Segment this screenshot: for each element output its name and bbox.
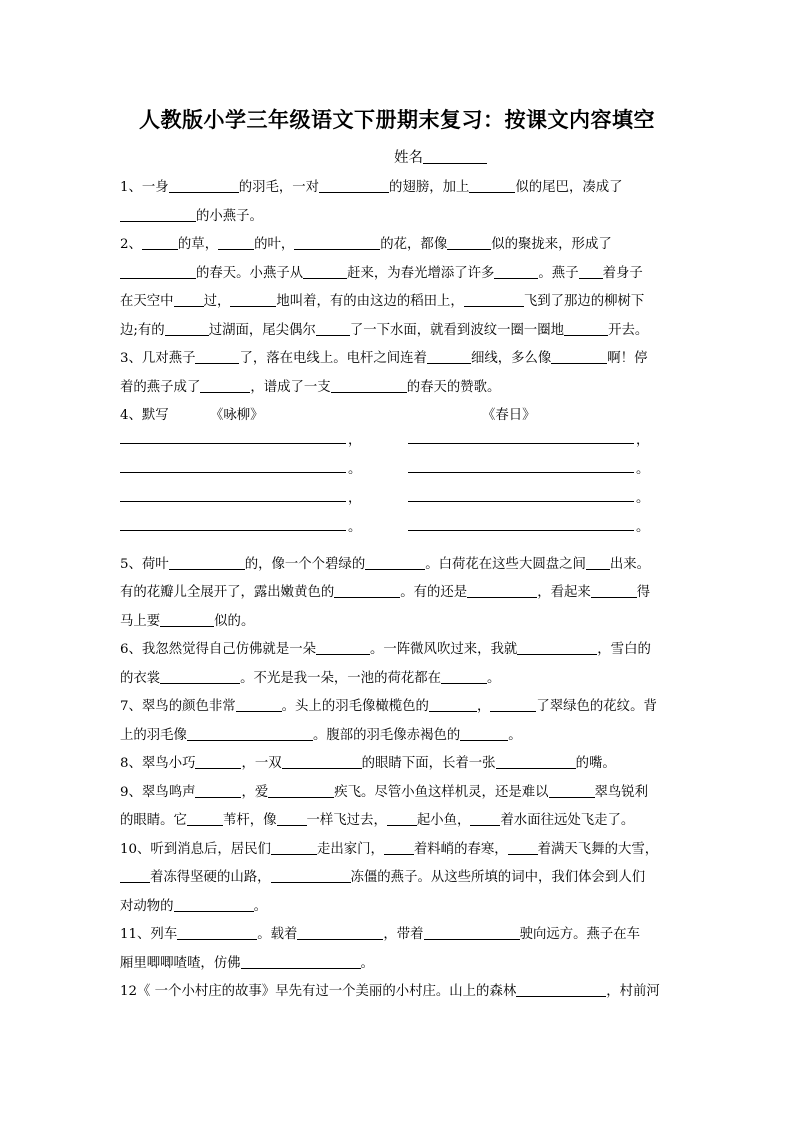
answer-blank[interactable] <box>282 753 362 769</box>
answer-blank[interactable] <box>218 234 254 250</box>
answer-blank[interactable] <box>187 725 313 741</box>
name-field <box>394 146 487 167</box>
answer-blank[interactable] <box>490 696 536 712</box>
answer-blank[interactable] <box>334 582 400 598</box>
question-list <box>120 174 680 1007</box>
question-2-line-1: 2、 的草， 的叶， 的花，都像 似的聚拢来，形成了 <box>120 231 680 260</box>
answer-blank[interactable] <box>187 810 223 826</box>
name-label: 姓名 <box>394 150 423 166</box>
answer-blank[interactable] <box>467 582 537 598</box>
answer-blank[interactable] <box>551 348 607 364</box>
answer-blank[interactable] <box>319 177 389 193</box>
answer-blank[interactable] <box>169 554 245 570</box>
answer-blank[interactable] <box>516 981 606 997</box>
answer-blank[interactable] <box>174 291 204 307</box>
answer-blank[interactable] <box>160 668 240 684</box>
question-12-line-1: 12《 一个小村庄的故事》早先有过一个美丽的小村庄。山上的森林 ，村前河 <box>120 978 680 1007</box>
answer-blank[interactable] <box>470 810 500 826</box>
answer-blank[interactable] <box>494 263 538 279</box>
answer-blank[interactable] <box>579 263 603 279</box>
answer-blank[interactable] <box>297 924 383 940</box>
poem-title-yongliu: 《咏柳》 <box>210 408 264 423</box>
question-10-line-3: 对动物的 。 <box>120 893 680 922</box>
answer-blank[interactable] <box>142 234 178 250</box>
answer-blank[interactable] <box>271 867 351 883</box>
answer-blank[interactable] <box>427 348 471 364</box>
poem-right-line-1[interactable] <box>408 431 634 444</box>
question-8-line-1: 8、翠鸟小巧 ，一双 的眼睛下面，长着一张 的嘴。 <box>120 750 680 779</box>
answer-blank[interactable] <box>591 582 637 598</box>
answer-blank[interactable] <box>195 348 239 364</box>
question-1-line-1: 1、一身 的羽毛，一对 的翅膀，加上 似的尾巴，凑成了 <box>120 174 680 203</box>
answer-blank[interactable] <box>165 320 209 336</box>
page-title: 人教版小学三年级语文下册期末复习：按课文内容填空 <box>139 107 655 132</box>
poem-right-line-3[interactable] <box>408 489 634 502</box>
answer-blank[interactable] <box>303 263 347 279</box>
answer-blank[interactable] <box>365 554 425 570</box>
poem-writing-area: ， 。 ， 。 ， 。 。 。 <box>120 431 680 551</box>
question-3-line-2: 着的燕子成了 ，谱成了一支 的春天的赞歌。 <box>120 374 680 403</box>
answer-blank[interactable] <box>469 177 515 193</box>
answer-blank[interactable] <box>277 810 307 826</box>
answer-blank[interactable] <box>424 924 520 940</box>
answer-blank[interactable] <box>517 639 597 655</box>
answer-blank[interactable] <box>268 782 334 798</box>
question-7-line-1: 7、翠鸟的颜色非常 。头上的羽毛像橄榄色的 ， 了翠绿色的花纹。背 <box>120 693 680 722</box>
question-6-line-1: 6、我忽然觉得自己仿佛就是一朵 。一阵微风吹过来，我就 ，雪白的 <box>120 636 680 665</box>
answer-blank[interactable] <box>120 867 150 883</box>
answer-blank[interactable] <box>195 753 241 769</box>
question-5-line-3: 马上要 似的。 <box>120 608 680 637</box>
poem-right-line-2[interactable] <box>408 460 634 473</box>
answer-blank[interactable] <box>447 234 491 250</box>
answer-blank[interactable] <box>177 924 257 940</box>
answer-blank[interactable] <box>120 263 196 279</box>
poem-left-line-4[interactable] <box>120 518 346 531</box>
poem-left-line-1[interactable] <box>120 431 346 444</box>
answer-blank[interactable] <box>387 810 417 826</box>
answer-blank[interactable] <box>460 725 508 741</box>
question-5-line-2: 有的花瓣儿全展开了，露出嫩黄色的 。有的还是 ，看起来 得 <box>120 579 680 608</box>
poem-left-line-2[interactable] <box>120 460 346 473</box>
question-2-line-3: 在天空中 过， 地叫着，有的由这边的稻田上， 飞到了那边的柳树下 <box>120 288 680 317</box>
question-9-line-1: 9、翠鸟鸣声 ，爱 疾飞。尽管小鱼这样机灵，还是难以 翠鸟锐利 <box>120 779 680 808</box>
answer-blank[interactable] <box>384 839 414 855</box>
question-9-line-2: 的眼睛。它 苇杆，像 一样飞过去， 起小鱼， 着水面往远处飞走了。 <box>120 807 680 836</box>
answer-blank[interactable] <box>464 291 524 307</box>
poem-right-line-4[interactable] <box>408 518 634 531</box>
answer-blank[interactable] <box>160 611 214 627</box>
answer-blank[interactable] <box>496 753 576 769</box>
name-blank[interactable] <box>423 148 487 164</box>
answer-blank[interactable] <box>508 839 538 855</box>
question-1-line-2: 的小燕子。 <box>120 203 680 232</box>
poem-title-chunri: 《春日》 <box>482 408 536 423</box>
answer-blank[interactable] <box>236 696 282 712</box>
question-2-line-2: 的春天。小燕子从 赶来，为春光增添了许多 。燕子 着身子 <box>120 260 680 289</box>
answer-blank[interactable] <box>230 291 276 307</box>
answer-blank[interactable] <box>271 839 317 855</box>
question-11-line-2: 厢里唧唧喳喳，仿佛 。 <box>120 950 680 979</box>
question-11-line-1: 11、列车 。载着 ，带着 驶向远方。燕子在车 <box>120 921 680 950</box>
answer-blank[interactable] <box>241 953 361 969</box>
answer-blank[interactable] <box>120 206 196 222</box>
question-3-line-1: 3、几对燕子 了，落在电线上。电杆之间连着 细线，多么像 啊！停 <box>120 345 680 374</box>
question-5-line-1: 5、荷叶 的，像一个个碧绿的 。白荷花在这些大圆盘之间 出来。 <box>120 551 680 580</box>
question-10-line-2: 着冻得坚硬的山路， 冻僵的燕子。从这些所填的词中，我们体会到人们 <box>120 864 680 893</box>
answer-blank[interactable] <box>316 320 350 336</box>
answer-blank[interactable] <box>331 377 407 393</box>
answer-blank[interactable] <box>169 177 239 193</box>
answer-blank[interactable] <box>174 896 254 912</box>
answer-blank[interactable] <box>549 782 595 798</box>
answer-blank[interactable] <box>200 377 250 393</box>
question-7-line-2: 上的羽毛像 。腹部的羽毛像赤褐色的 。 <box>120 722 680 751</box>
answer-blank[interactable] <box>429 696 477 712</box>
question-6-line-2: 的衣裳 。不光是我一朵，一池的荷花都在 。 <box>120 665 680 694</box>
answer-blank[interactable] <box>294 234 380 250</box>
answer-blank[interactable] <box>441 668 487 684</box>
answer-blank[interactable] <box>316 639 370 655</box>
answer-blank[interactable] <box>586 554 610 570</box>
poem-left-line-3[interactable] <box>120 489 346 502</box>
question-2-line-4: 边;有的 过湖面，尾尖偶尔 了一下水面，就看到波纹一圈一圈地 开去。 <box>120 317 680 346</box>
answer-blank[interactable] <box>195 782 241 798</box>
question-10-line-1: 10、听到消息后，居民们 走出家门， 着料峭的春寒， 着满天飞舞的大雪， <box>120 836 680 865</box>
question-4-header: 4、默写 《咏柳》 《春日》 <box>120 402 680 431</box>
answer-blank[interactable] <box>564 320 608 336</box>
